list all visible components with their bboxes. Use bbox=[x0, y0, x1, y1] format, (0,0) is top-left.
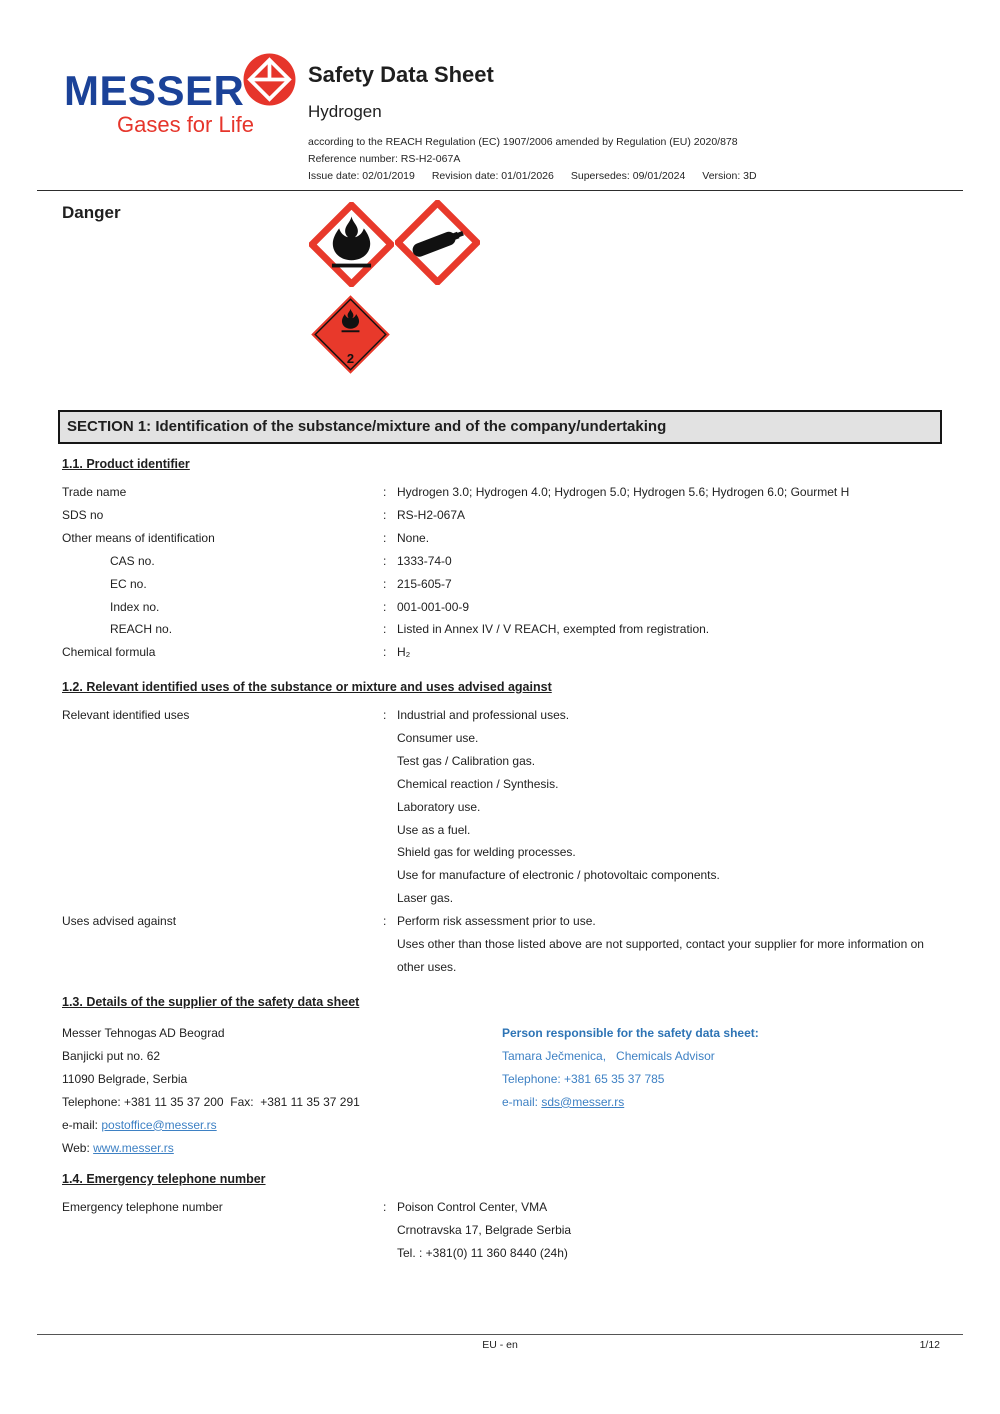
product-identifier-values bbox=[397, 550, 942, 573]
messer-logo-wordmark: MESSER bbox=[64, 67, 245, 114]
emergency-telephone-value-line: Tel. : +381(0) 11 360 8440 (24h) bbox=[397, 1245, 568, 1260]
document-title: Safety Data Sheet bbox=[308, 62, 494, 87]
product-identifier-values bbox=[397, 596, 942, 619]
product-identifier-row bbox=[62, 596, 942, 619]
product-identifier-values bbox=[397, 618, 942, 641]
identified-uses-value-line: Use for manufacture of electronic / photovoltaic components. bbox=[397, 868, 720, 883]
colon-separator: : bbox=[383, 576, 387, 591]
header-divider bbox=[37, 190, 963, 191]
product-identifier-label: REACH no. bbox=[110, 622, 173, 637]
identified-uses-value-line: Uses other than those listed above are not supported, contact your supplier for more information on other uses. bbox=[397, 937, 924, 974]
identified-uses-values bbox=[397, 704, 942, 910]
emergency-telephone-value-line: Crnotravska 17, Belgrade Serbia bbox=[397, 1222, 572, 1237]
supplier-email-link[interactable]: postoffice@messer.rs bbox=[101, 1117, 217, 1132]
product-identifier-row bbox=[62, 641, 942, 664]
product-identifier-label: Index no. bbox=[110, 599, 160, 614]
colon-separator: : bbox=[383, 708, 387, 722]
colon-separator: : bbox=[383, 553, 387, 568]
identified-uses-value-line: Perform risk assessment prior to use. bbox=[397, 914, 596, 929]
adr-class-2-flammable-gas-label-icon bbox=[310, 294, 391, 375]
identified-uses-row bbox=[62, 910, 942, 979]
identified-uses-value-line: Shield gas for welding processes. bbox=[397, 845, 576, 860]
supplier-details bbox=[62, 1022, 487, 1159]
footer-divider bbox=[37, 1334, 963, 1335]
colon-separator: : bbox=[383, 485, 387, 499]
colon-separator: : bbox=[383, 1200, 387, 1214]
colon-separator: : bbox=[383, 530, 387, 545]
document-title-block bbox=[308, 62, 958, 185]
product-identifier-table bbox=[62, 481, 942, 664]
identified-uses-label: Uses advised against bbox=[62, 914, 177, 929]
product-identifier-value-line: RS-H2-067A bbox=[397, 507, 466, 522]
product-identifier-value-line: 001-001-00-9 bbox=[397, 599, 470, 614]
identified-uses-value-line: Laser gas. bbox=[397, 891, 454, 906]
product-identifier-row bbox=[62, 573, 942, 596]
responsible-person-heading: Person responsible for the safety data sheet: bbox=[502, 1026, 759, 1040]
ghs02-flame-icon bbox=[309, 202, 394, 287]
colon-separator: : bbox=[383, 599, 387, 614]
reference-line: Reference number: RS-H2-067A bbox=[308, 153, 461, 166]
header-date-item: Supersedes: 09/01/2024 bbox=[570, 170, 686, 183]
product-identifier-value-line: 1333-74-0 bbox=[397, 553, 452, 568]
messer-diamond-emblem-icon bbox=[243, 53, 296, 106]
responsible-person-name: Tamara Ječmenica, Chemicals Advisor bbox=[502, 1048, 715, 1063]
footer-page-number: 1/12 bbox=[919, 1339, 940, 1351]
supplier-web-label: Web: bbox=[62, 1140, 94, 1155]
responsible-email-label: e-mail: bbox=[502, 1094, 542, 1109]
messer-logo-tagline: Gases for Life bbox=[117, 112, 254, 137]
product-identifier-label: CAS no. bbox=[110, 553, 155, 568]
header-date-item: Revision date: 01/01/2026 bbox=[431, 170, 554, 183]
colon-separator: : bbox=[383, 622, 387, 637]
footer-language: EU - en bbox=[482, 1339, 518, 1351]
colon-separator: : bbox=[383, 507, 387, 522]
document-meta bbox=[308, 134, 958, 185]
responsible-person-phone: Telephone: +381 65 35 37 785 bbox=[502, 1071, 665, 1086]
product-identifier-value-line: 215-605-7 bbox=[397, 576, 452, 591]
responsible-person-email-line bbox=[502, 1091, 942, 1114]
product-identifier-value-line: Listed in Annex IV / V REACH, exempted from registration. bbox=[397, 622, 710, 637]
subsection-1-3-heading: 1.3. Details of the supplier of the safety data sheet bbox=[62, 995, 360, 1009]
supplier-address-line-2: 11090 Belgrade, Serbia bbox=[62, 1071, 188, 1086]
product-identifier-label: Trade name bbox=[62, 485, 127, 499]
product-identifier-row bbox=[62, 527, 942, 550]
supplier-web-line bbox=[62, 1137, 487, 1160]
product-identifier-value-line: None. bbox=[397, 530, 430, 545]
emergency-telephone-value-line: Poison Control Center, VMA bbox=[397, 1200, 548, 1214]
emergency-telephone-table bbox=[62, 1196, 942, 1265]
ghs04-gas-cylinder-icon bbox=[395, 200, 480, 285]
identified-uses-table bbox=[62, 704, 942, 979]
product-identifier-row bbox=[62, 618, 942, 641]
product-identifier-value-line: Hydrogen 3.0; Hydrogen 4.0; Hydrogen 5.0; Hydrogen 5.6; Hydrogen 6.0; Gourmet H bbox=[397, 485, 850, 499]
identified-uses-label: Relevant identified uses bbox=[62, 708, 190, 722]
supplier-phone-fax: Telephone: +381 11 35 37 200 Fax: +381 11 35 37 291 bbox=[62, 1094, 360, 1109]
identified-uses-value-line: Test gas / Calibration gas. bbox=[397, 753, 536, 768]
product-identifier-row bbox=[62, 550, 942, 573]
identified-uses-value-line: Consumer use. bbox=[397, 730, 479, 745]
product-identifier-values bbox=[397, 504, 942, 527]
subsection-1-4-heading: 1.4. Emergency telephone number bbox=[62, 1172, 266, 1186]
supplier-email-line bbox=[62, 1114, 487, 1137]
regulation-line: according to the REACH Regulation (EC) 1907/2006 amended by Regulation (EU) 2020/878 bbox=[308, 136, 738, 149]
identified-uses-value-line: Industrial and professional uses. bbox=[397, 708, 570, 722]
product-identifier-label: Chemical formula bbox=[62, 645, 156, 660]
header-date-item: Version: 3D bbox=[702, 170, 757, 183]
product-identifier-label: EC no. bbox=[110, 576, 147, 591]
subsection-1-2-heading: 1.2. Relevant identified uses of the substance or mixture and uses advised against bbox=[62, 680, 552, 694]
product-identifier-label: Other means of identification bbox=[62, 530, 215, 545]
emergency-telephone-values bbox=[397, 1196, 942, 1265]
section-1-header: SECTION 1: Identification of the substance/mixture and of the company/undertaking bbox=[58, 410, 942, 444]
identified-uses-values bbox=[397, 910, 942, 979]
colon-separator: : bbox=[383, 645, 387, 660]
product-identifier-values bbox=[397, 641, 942, 664]
responsible-person-details bbox=[502, 1022, 942, 1114]
product-identifier-values bbox=[397, 527, 942, 550]
supplier-name: Messer Tehnogas AD Beograd bbox=[62, 1026, 225, 1040]
identified-uses-value-line: Use as a fuel. bbox=[397, 822, 471, 837]
date-line bbox=[308, 168, 958, 185]
emergency-telephone-label: Emergency telephone number bbox=[62, 1200, 223, 1214]
subsection-1-1-heading: 1.1. Product identifier bbox=[62, 457, 190, 471]
product-name: Hydrogen bbox=[308, 102, 382, 122]
supplier-address-line-1: Banjicki put no. 62 bbox=[62, 1048, 161, 1063]
product-identifier-values bbox=[397, 573, 942, 596]
responsible-email-link[interactable]: sds@messer.rs bbox=[541, 1094, 625, 1109]
signal-word: Danger bbox=[62, 203, 121, 222]
adr-class-number: 2 bbox=[346, 350, 355, 366]
identified-uses-value-line: Chemical reaction / Synthesis. bbox=[397, 776, 559, 791]
product-identifier-row bbox=[62, 504, 942, 527]
product-identifier-values bbox=[397, 481, 942, 504]
emergency-telephone-row bbox=[62, 1196, 942, 1265]
identified-uses-row bbox=[62, 704, 942, 910]
supplier-web-link[interactable]: www.messer.rs bbox=[93, 1140, 174, 1155]
supplier-email-label: e-mail: bbox=[62, 1117, 102, 1132]
header-date-item: Issue date: 02/01/2019 bbox=[308, 170, 415, 183]
product-identifier-row bbox=[62, 481, 942, 504]
colon-separator: : bbox=[383, 914, 387, 929]
product-identifier-label: SDS no bbox=[62, 507, 104, 522]
identified-uses-value-line: Laboratory use. bbox=[397, 799, 481, 814]
product-identifier-value-line: H₂ bbox=[397, 645, 411, 660]
